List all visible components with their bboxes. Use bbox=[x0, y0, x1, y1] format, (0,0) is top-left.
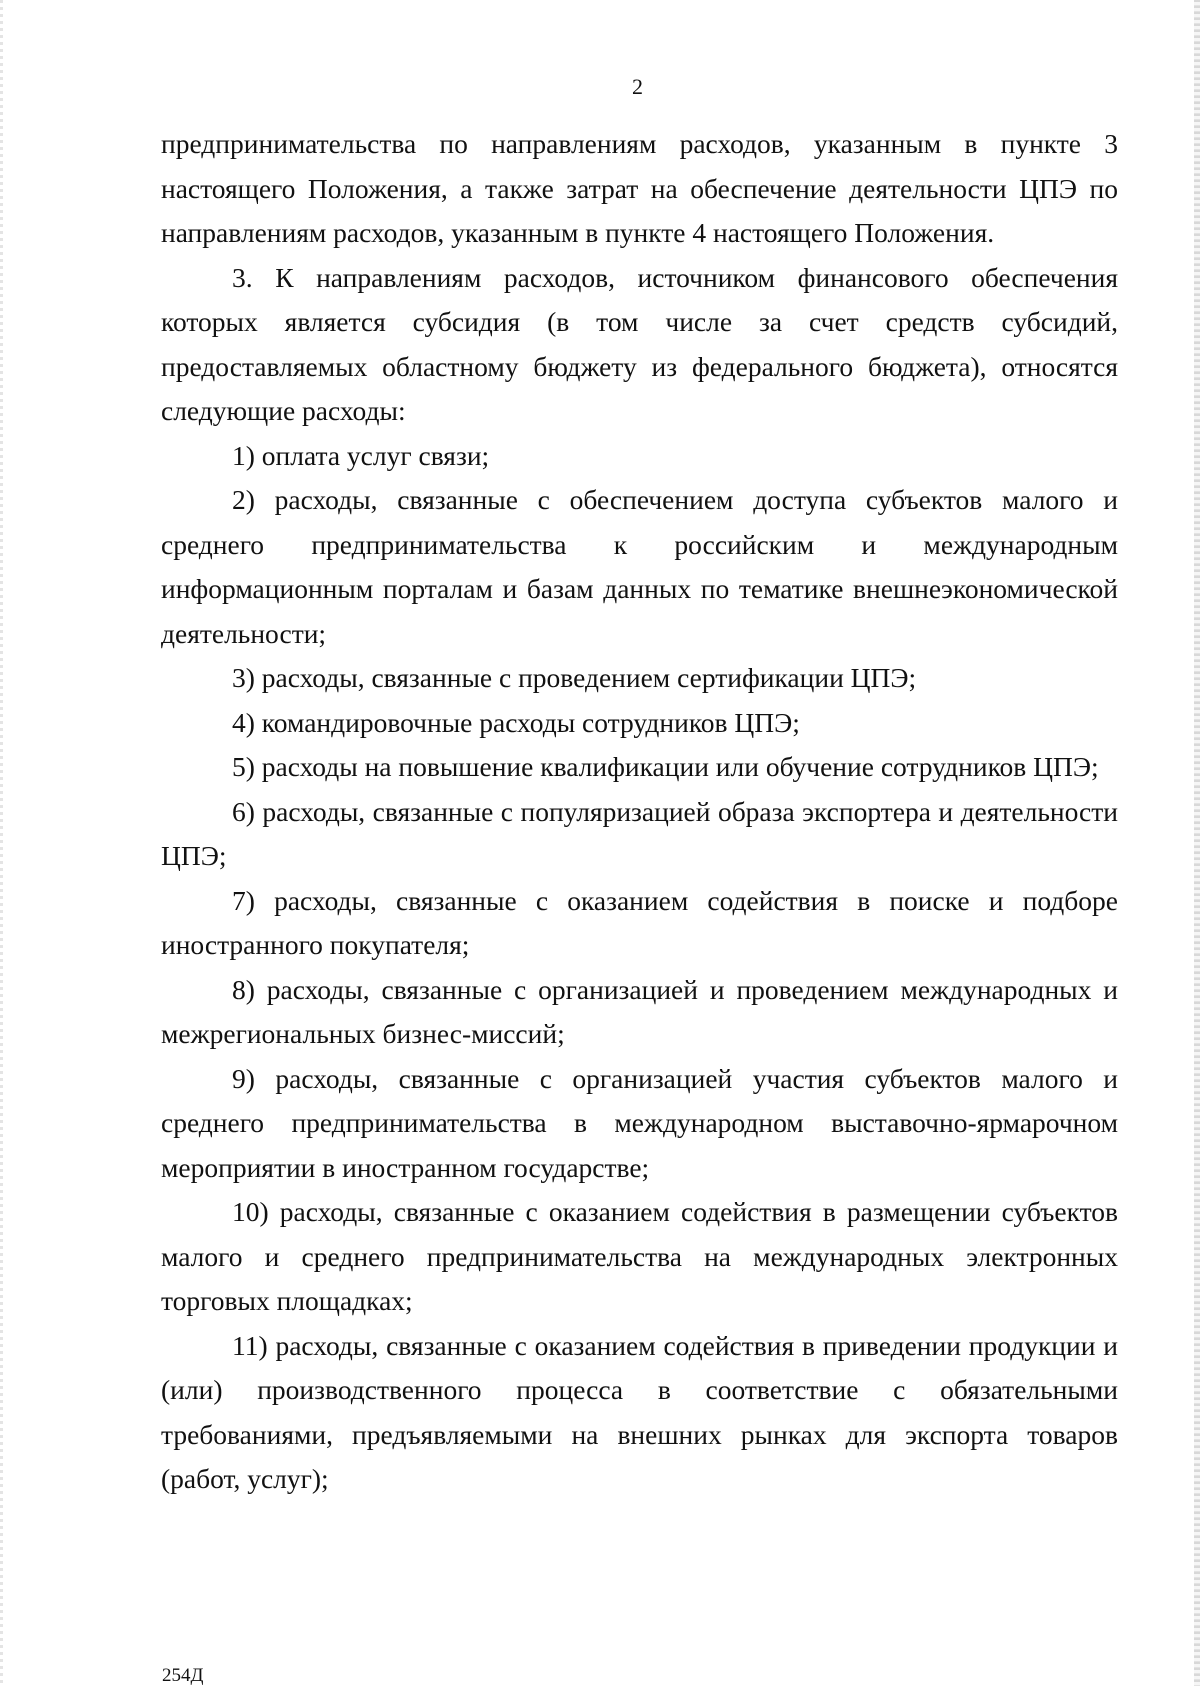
document-code: 254Д bbox=[162, 1665, 204, 1686]
list-item-2: 2) расходы, связанные с обеспечением доступа субъектов малого и среднего предпринимательства к российским и международным информационным порталам и базам данных по тематике внешнеэкономической деятельности; bbox=[161, 484, 1118, 649]
list-item-6: 6) расходы, связанные с популяризацией образа экспортера и деятельности ЦПЭ; bbox=[161, 795, 1118, 871]
paragraph-continuation: предпринимательства по направлениям расходов, указанным в пункте 3 настоящего Положения, а также затрат на обеспечение деятельности ЦПЭ по направлениям расходов, указанным в пункте 4 настоящего Положения. bbox=[161, 128, 1118, 248]
document-body bbox=[161, 122, 1118, 1502]
list-item-4: 4) командировочные расходы сотрудников ЦПЭ; bbox=[232, 706, 800, 738]
page-number: 2 bbox=[632, 74, 643, 99]
list-item-3: 3) расходы, связанные с проведением сертификации ЦПЭ; bbox=[232, 662, 917, 693]
list-item-9: 9) расходы, связанные с организацией участия субъектов малого и среднего предпринимательства в международном выставочно-ярмарочном мероприятии в иностранном государстве; bbox=[161, 1062, 1118, 1183]
scan-edge-left bbox=[0, 0, 3, 1686]
list-item-11: 11) расходы, связанные с оказанием содействия в приведении продукции и (или) производственного процесса в соответствие с обязательными требованиями, предъявляемыми на внешних рынках для экспорта товаров (работ, услуг); bbox=[161, 1329, 1118, 1494]
list-item-8: 8) расходы, связанные с организацией и проведением международных и межрегиональных бизнес-миссий; bbox=[161, 973, 1118, 1049]
list-item-10: 10) расходы, связанные с оказанием содействия в размещении субъектов малого и среднего предпринимательства на международных электронных торговых площадках; bbox=[161, 1196, 1118, 1316]
scan-edge-right bbox=[1194, 0, 1200, 1686]
list-item-1: 1) оплата услуг связи; bbox=[232, 439, 490, 471]
paragraph-item-3: 3. К направлениям расходов, источником финансового обеспечения которых является субсидия (в том числе за счет средств субсидий, предоставляемых областному бюджету из федерального бюджета), относятся следующие расходы: bbox=[161, 261, 1118, 426]
list-item-5: 5) расходы на повышение квалификации или обучение сотрудников ЦПЭ; bbox=[232, 751, 1099, 782]
list-item-7: 7) расходы, связанные с оказанием содействия в поиске и подборе иностранного покупателя; bbox=[161, 884, 1118, 960]
